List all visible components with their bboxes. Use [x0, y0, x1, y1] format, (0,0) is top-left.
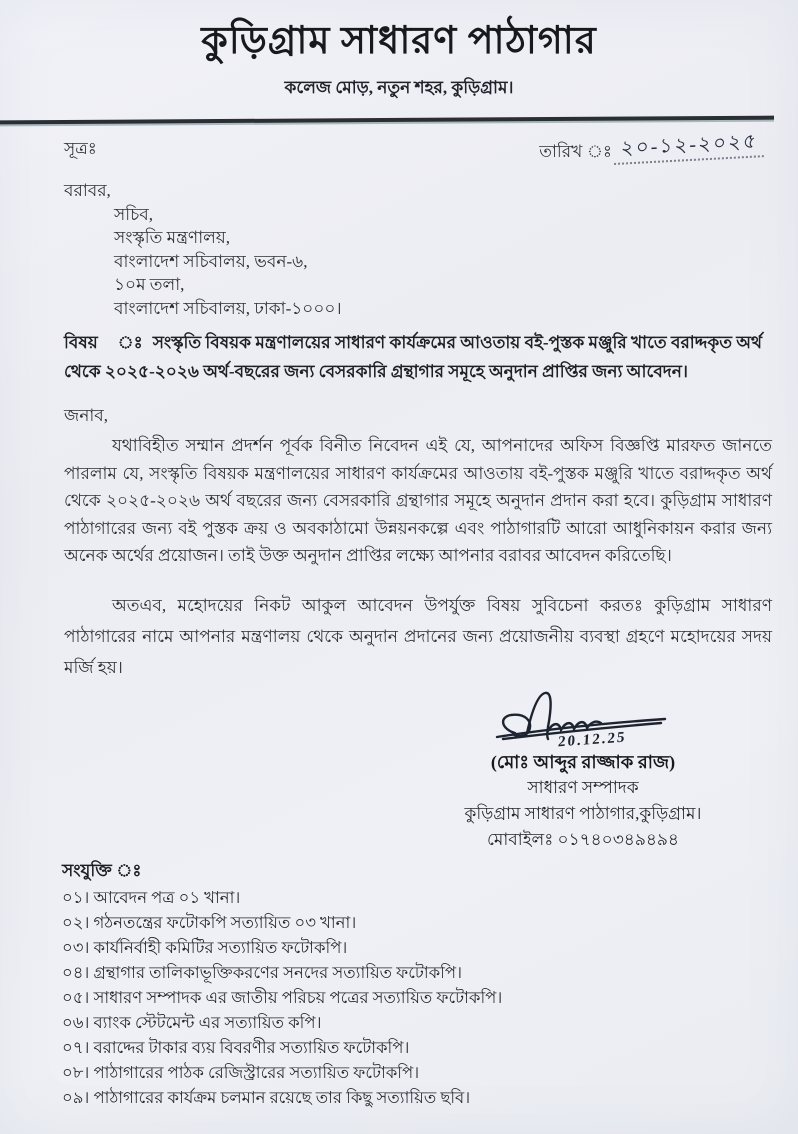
enclosure-item: ০১। আবেদন পত্র ০১ খানা।: [62, 887, 241, 907]
enclosure-item: ০৯। পাঠাগারের কার্যক্রম চলমান রয়েছে তার কিছু সত্যায়িত ছবি।: [62, 1087, 471, 1107]
signatory-designation: সাধারণ সম্পাদক: [527, 777, 639, 797]
enclosure-item: ০৪। গ্রন্থাগার তালিকাভূক্তিকরণের সনদের সত্যায়িত ফটোকপি।: [62, 962, 462, 982]
body-paragraph-1: যথাবিহীত সম্মান প্রদর্শন পূর্বক বিনীত নিবেদন এই যে, আপনাদের অফিস বিজ্ঞপ্তি মারফত জানতে পারলাম যে, সংস্কৃতি বিষয়ক মন্ত্রণালয়ের সাধারণ কার্যক্রমের আওতায় বই-পুস্তক মঞ্জুরি খাতে বরাদ্দকৃত অর্থ থেকে ২০২৫-২০২৬ অর্থ বছরের জন্য বেসরকারি গ্রন্থাগার সমূহে অনুদান প্রদান করা হবে। কুড়িগ্রাম সাধারণ পাঠাগারের জন্য বই পুস্তক ক্রয় ও অবকাঠামো উন্নয়নকল্পে এবং পাঠাগারটি আরো আধুনিকায়ন করার জন্য অনেক অর্থের প্রয়োজন। তাই উক্ত অনুদান প্রাপ্তির লক্ষ্যে আপনার বরাবর আবেদন করিতেছি।: [64, 436, 772, 565]
recipient-line: সংস্কৃতি মন্ত্রণালয়,: [114, 228, 231, 247]
recipient-line: বাংলাদেশ সচিবালয়, ঢাকা-১০০০।: [114, 298, 342, 318]
org-address-line: কলেজ মোড়, নতুন শহর, কুড়িগ্রাম।: [284, 78, 514, 97]
enclosures-list: [62, 885, 798, 1110]
body-paragraph-2: অতএব, মহোদয়ের নিকট আকুল আবেদন উপর্যুক্ত বিষয় সুবিচেনা করতঃ কুড়িগ্রাম সাধারণ পাঠাগারের নামে আপনার মন্ত্রণালয় থেকে অনুদান প্রদানের জন্য প্রয়োজনীয় ব্যবস্থা গ্রহণে মহোদয়ের সদয় মর্জি হয়।: [64, 595, 772, 677]
recipient-line: বাংলাদেশ সচিবালয়, ভবন-৬,: [114, 251, 308, 271]
enclosure-item: ০৩। কার্যনির্বাহী কমিটির সত্যায়িত ফটোকপি।: [62, 937, 348, 957]
enclosure-item: ০২। গঠনতন্ত্রের ফটোকপি সত্যায়িত ০৩ খানা।: [62, 912, 357, 932]
handwritten-date: ২০-১২-২০২৫: [614, 128, 765, 165]
signatory-organization: কুড়িগ্রাম সাধারণ পাঠাগার,কুড়িগ্রাম।: [464, 803, 702, 823]
handwritten-signature: [408, 693, 758, 749]
subject-label: বিষয়: [64, 333, 98, 352]
enclosure-item: ০৮। পাঠাগারের পাঠক রেজিস্ট্রারের সত্যায়িত ফটোকপি।: [62, 1062, 420, 1082]
enclosure-item: ০৫। সাধারণ সম্পাদক এর জাতীয় পরিচয় পত্রের সত্যায়িত ফটোকপি।: [62, 987, 503, 1007]
enclosures-section: [62, 859, 798, 1110]
date-field: [539, 130, 764, 165]
meta-row: [64, 130, 764, 165]
recipient-line: সচিব,: [114, 204, 153, 224]
recipient-line: ১০ম তলা,: [114, 275, 185, 294]
signatory-name: (মোঃ আব্দুর রাজ্জাক রাজ): [490, 751, 676, 772]
reference-label: সূত্রঃ: [64, 139, 97, 158]
header-divider: [0, 116, 774, 125]
body-salutation: জনাব,: [64, 406, 108, 425]
letterhead: [0, 0, 798, 100]
signatory-mobile: মোবাইলঃ ০১৭৪০৩৪৯৪৯৪: [487, 829, 679, 849]
enclosures-heading: সংযুক্তি ঃ: [62, 860, 142, 880]
enclosure-item: ০৬। ব্যাংক স্টেটমেন্ট এর সত্যায়িত কপি।: [62, 1012, 322, 1032]
enclosure-item: ০৭। বরাদ্দের টাকার ব্যয় বিবরণীর সত্যায়িত ফটোকপি।: [62, 1037, 410, 1057]
signature-date: 20.12.25: [557, 729, 627, 750]
recipient-block: [64, 179, 798, 320]
page-title: কুড়িগ্রাম সাধারণ পাঠাগার: [201, 20, 597, 62]
subject-line: [64, 328, 762, 386]
subject-text: সংস্কৃতি বিষয়ক মন্ত্রণালয়ের সাধারণ কার্যক্রমের আওতায় বই-পুস্তক মঞ্জুরি খাতে বরাদ্দকৃত অর্থ থেকে ২০২৫-২০২৬ অর্থ-বছরের জন্য বেসরকারি গ্রন্থাগার সমূহে অনুদান প্রাপ্তির জন্য আবেদন।: [64, 333, 762, 381]
date-label: তারিখ ঃ: [539, 142, 612, 161]
recipient-salutation: বরাবর,: [64, 181, 111, 200]
signature-block: [408, 693, 758, 853]
subject-separator: ঃ: [117, 333, 143, 352]
